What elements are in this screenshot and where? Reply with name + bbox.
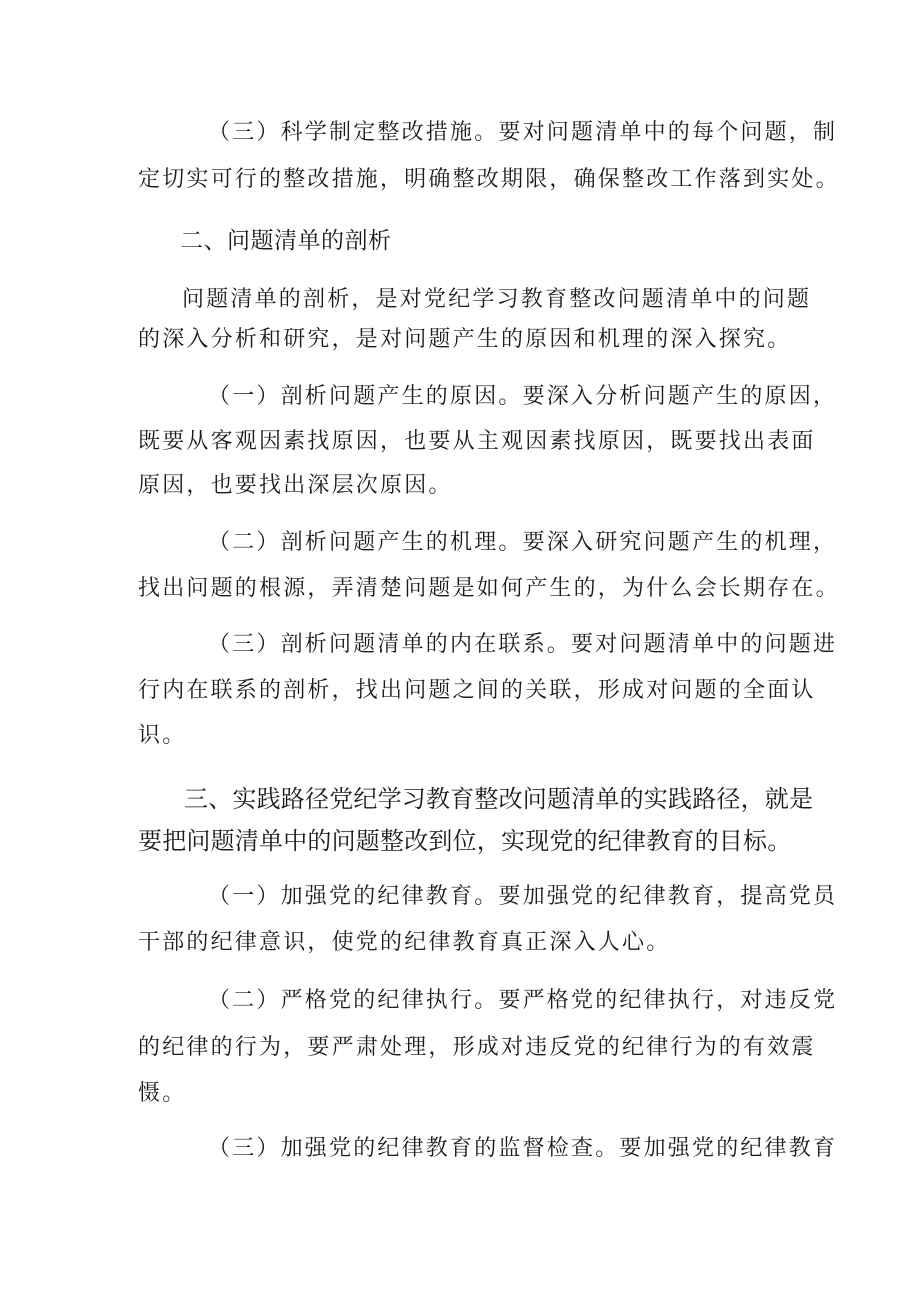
paragraph-line: （一）加强党的纪律教育。要加强党的纪律教育，提高党员 [208, 884, 838, 909]
section-heading: 三、实践路径党纪学习教育整改问题清单的实践路径，就是 [184, 785, 814, 813]
paragraph-line: 定切实可行的整改措施，明确整改期限，确保整改工作落到实处。 [138, 167, 840, 192]
section-heading: 要把问题清单中的问题整改到位，实现党的纪律教育的目标。 [138, 827, 792, 855]
paragraph-line: 识。 [138, 723, 187, 748]
paragraph-line: 问题清单的剖析，是对党纪学习教育整改问题清单中的问题 [182, 287, 812, 312]
section-heading: 二、问题清单的剖析 [180, 228, 392, 254]
paragraph-line: 行内在联系的剖析，找出问题之间的关联，形成对问题的全面认 [138, 678, 816, 703]
paragraph-line: 既要从客观因素找原因，也要从主观因素找原因，既要找出表面 [138, 429, 816, 454]
paragraph-line: （二）严格党的纪律执行。要严格党的纪律执行，对违反党 [208, 988, 838, 1013]
paragraph-line: （三）剖析问题清单的内在联系。要对问题清单中的问题进 [208, 632, 838, 657]
paragraph-line: （一）剖析问题产生的原因。要深入分析问题产生的原因， [208, 384, 838, 409]
paragraph-line: 慑。 [138, 1081, 187, 1106]
paragraph-line: 干部的纪律意识，使党的纪律教育真正深入人心。 [138, 930, 671, 955]
paragraph-line: 找出问题的根源，弄清楚问题是如何产生的，为什么会长期存在。 [138, 576, 840, 601]
paragraph-line: 的纪律的行为，要严肃处理，形成对违反党的纪律行为的有效震 [138, 1035, 816, 1060]
paragraph-line: 原因，也要找出深层次原因。 [138, 473, 453, 498]
paragraph-line: （三）科学制定整改措施。要对问题清单中的每个问题，制 [208, 120, 838, 145]
paragraph-line: （三）加强党的纪律教育的监督检查。要加强党的纪律教育 [208, 1136, 838, 1161]
paragraph-line: 的深入分析和研究，是对问题产生的原因和机理的深入探究。 [138, 327, 792, 352]
paragraph-line: （二）剖析问题产生的机理。要深入研究问题产生的机理， [208, 530, 838, 555]
